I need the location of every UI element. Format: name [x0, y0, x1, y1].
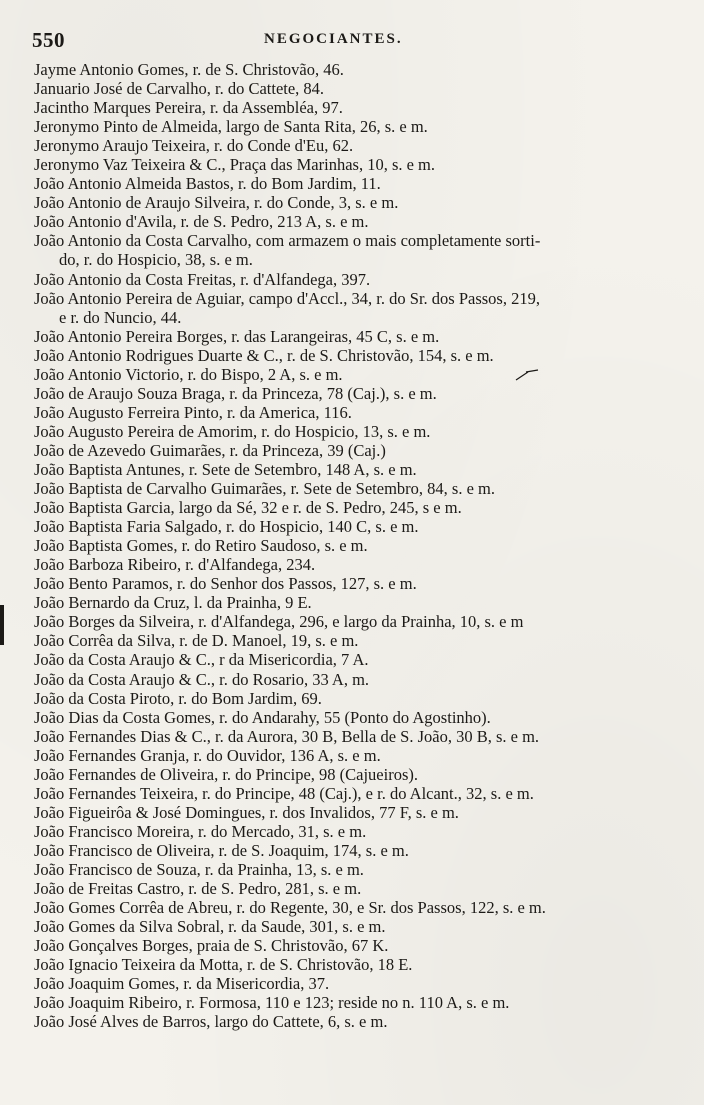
list-item	[34, 917, 670, 936]
list-item	[34, 1012, 670, 1031]
entry-text: João Fernandes Teixeira, r. do Principe, 48 (Caj.), e r. do Alcant., 32, s. e m.	[34, 783, 534, 803]
entry-text: João de Azevedo Guimarães, r. da Princeza, 39 (Caj.)	[34, 440, 386, 460]
list-item	[34, 212, 670, 231]
entry-text: João Fernandes Granja, r. do Ouvidor, 136 A, s. e m.	[34, 745, 381, 765]
list-item	[34, 650, 670, 669]
entry-text: João Antonio Rodrigues Duarte & C., r. de S. Christovão, 154, s. e m.	[34, 345, 494, 365]
list-item	[34, 536, 670, 555]
entry-continuation: e r. do Nuncio, 44.	[59, 307, 182, 327]
list-item	[34, 403, 670, 422]
list-item	[34, 117, 670, 136]
list-item	[34, 727, 670, 746]
entry-text: Jeronymo Araujo Teixeira, r. do Conde d'Eu, 62.	[34, 136, 354, 156]
list-item	[34, 765, 670, 784]
entry-text: João Corrêa da Silva, r. de D. Manoel, 19, s. e m.	[34, 631, 359, 651]
entry-text: Jeronymo Vaz Teixeira & C., Praça das Marinhas, 10, s. e m.	[34, 155, 436, 175]
entry-text: João Bento Paramos, r. do Senhor dos Passos, 127, s. e m.	[34, 574, 417, 594]
list-item	[34, 422, 670, 441]
list-item	[34, 98, 670, 117]
entry-text: João Baptista Faria Salgado, r. do Hospicio, 140 C, s. e m.	[34, 517, 419, 537]
list-item	[34, 270, 670, 289]
list-item	[34, 708, 670, 727]
list-item	[34, 231, 670, 269]
list-item	[34, 517, 670, 536]
entry-text: João Baptista Antunes, r. Sete de Setembro, 148 A, s. e m.	[34, 459, 417, 479]
entry-text: João Fernandes Dias & C., r. da Aurora, 30 B, Bella de S. João, 30 B, s. e m.	[34, 726, 540, 746]
list-item	[34, 898, 670, 917]
entry-text: João Antonio Pereira Borges, r. das Larangeiras, 45 C, s. e m.	[34, 326, 440, 346]
list-item	[34, 670, 670, 689]
entry-text: João Gomes Corrêa de Abreu, r. do Regente, 30, e Sr. dos Passos, 122, s. e m.	[34, 898, 546, 918]
entry-text: João Antonio Almeida Bastos, r. do Bom Jardim, 11.	[34, 174, 381, 194]
page-number: 550	[32, 28, 65, 52]
entry-text: João Dias da Costa Gomes, r. do Andarahy, 55 (Ponto do Agostinho).	[34, 707, 491, 727]
entry-text: João da Costa Araujo & C., r. do Rosario, 33 A, m.	[34, 669, 370, 689]
entry-text: João Antonio Pereira de Aguiar, campo d'Accl., 34, r. do Sr. dos Passos, 219,	[34, 288, 540, 308]
list-item	[34, 193, 670, 212]
running-head: NEGOCIANTES.	[264, 31, 403, 47]
entry-text: João Gonçalves Borges, praia de S. Christovão, 67 K.	[34, 936, 389, 956]
entry-text: João Figueirôa & José Domingues, r. dos Invalidos, 77 F, s. e m.	[34, 802, 459, 822]
entry-text: João Francisco de Oliveira, r. de S. Joaquim, 174, s. e m.	[34, 840, 409, 860]
list-item	[34, 384, 670, 403]
entry-text: João Bernardo da Cruz, l. da Prainha, 9 E.	[34, 593, 312, 613]
list-item	[34, 841, 670, 860]
entry-text: João da Costa Piroto, r. do Bom Jardim, 69.	[34, 688, 322, 708]
list-item	[34, 460, 670, 479]
list-item	[34, 365, 670, 384]
list-item	[34, 993, 670, 1012]
list-item	[34, 555, 670, 574]
entry-text: Jeronymo Pinto de Almeida, largo de Santa Rita, 26, s. e m.	[34, 117, 428, 137]
entry-text: João Joaquim Gomes, r. da Misericordia, 37.	[34, 974, 330, 994]
entry-text: João Fernandes de Oliveira, r. do Principe, 98 (Cajueiros).	[34, 764, 418, 784]
list-item	[34, 441, 670, 460]
list-item	[34, 784, 670, 803]
list-item	[34, 689, 670, 708]
list-item	[34, 612, 670, 631]
binding-mark	[0, 605, 4, 645]
list-item	[34, 479, 670, 498]
list-item	[34, 136, 670, 155]
list-item	[34, 974, 670, 993]
merchant-list	[34, 60, 670, 1031]
list-item	[34, 955, 670, 974]
list-item	[34, 174, 670, 193]
entry-text: João Borges da Silveira, r. d'Alfandega, 296, e largo da Prainha, 10, s. e m	[34, 612, 524, 632]
entry-text: João Augusto Ferreira Pinto, r. da America, 116.	[34, 402, 352, 422]
entry-text: João de Freitas Castro, r. de S. Pedro, 281, s. e m.	[34, 879, 362, 899]
list-item	[34, 860, 670, 879]
list-item	[34, 79, 670, 98]
entry-text: Jayme Antonio Gomes, r. de S. Christovão, 46.	[34, 60, 344, 79]
entry-text: João Antonio d'Avila, r. de S. Pedro, 213 A, s. e m.	[34, 212, 369, 232]
list-item	[34, 60, 670, 79]
page-header	[32, 28, 672, 52]
entry-text: João Baptista de Carvalho Guimarães, r. Sete de Setembro, 84, s. e m.	[34, 479, 495, 499]
entry-text: Januario José de Carvalho, r. do Cattete, 84.	[34, 79, 325, 99]
entry-text: João Baptista Gomes, r. do Retiro Saudoso, s. e m.	[34, 536, 368, 556]
list-item	[34, 746, 670, 765]
entry-text: João Antonio Victorio, r. do Bispo, 2 A, s. e m.	[34, 364, 343, 384]
entry-text: João Augusto Pereira de Amorim, r. do Hospicio, 13, s. e m.	[34, 421, 431, 441]
list-item	[34, 346, 670, 365]
list-item	[34, 574, 670, 593]
entry-text: Jacintho Marques Pereira, r. da Assembléa, 97.	[34, 98, 343, 118]
list-item	[34, 936, 670, 955]
list-item	[34, 593, 670, 612]
entry-text: João Francisco Moreira, r. do Mercado, 31, s. e m.	[34, 821, 367, 841]
entry-text: João Joaquim Ribeiro, r. Formosa, 110 e 123; reside no n. 110 A, s. e m.	[34, 993, 510, 1013]
list-item	[34, 822, 670, 841]
entry-text: João Baptista Garcia, largo da Sé, 32 e r. de S. Pedro, 245, s e m.	[34, 498, 462, 518]
list-item	[34, 631, 670, 650]
entry-text: João Antonio da Costa Carvalho, com armazem o mais completamente sorti-	[34, 231, 541, 251]
list-item	[34, 155, 670, 174]
entry-text: João Antonio da Costa Freitas, r. d'Alfandega, 397.	[34, 269, 371, 289]
entry-text: João Ignacio Teixeira da Motta, r. de S. Christovão, 18 E.	[34, 955, 413, 975]
entry-text: João Gomes da Silva Sobral, r. da Saude, 301, s. e m.	[34, 917, 386, 937]
entry-continuation: do, r. do Hospicio, 38, s. e m.	[59, 250, 253, 270]
list-item	[34, 289, 670, 327]
list-item	[34, 498, 670, 517]
list-item	[34, 879, 670, 898]
list-item	[34, 803, 670, 822]
entry-text: João Francisco de Souza, r. da Prainha, 13, s. e m.	[34, 859, 364, 879]
entry-text: João Barboza Ribeiro, r. d'Alfandega, 234.	[34, 555, 316, 575]
ink-mark	[514, 368, 540, 382]
entry-text: João Antonio de Araujo Silveira, r. do Conde, 3, s. e m.	[34, 193, 399, 213]
list-item	[34, 327, 670, 346]
entry-text: João José Alves de Barros, largo do Cattete, 6, s. e m.	[34, 1012, 388, 1032]
entry-text: João de Araujo Souza Braga, r. da Princeza, 78 (Caj.), s. e m.	[34, 383, 437, 403]
entry-text: João da Costa Araujo & C., r da Misericordia, 7 A.	[34, 650, 369, 670]
